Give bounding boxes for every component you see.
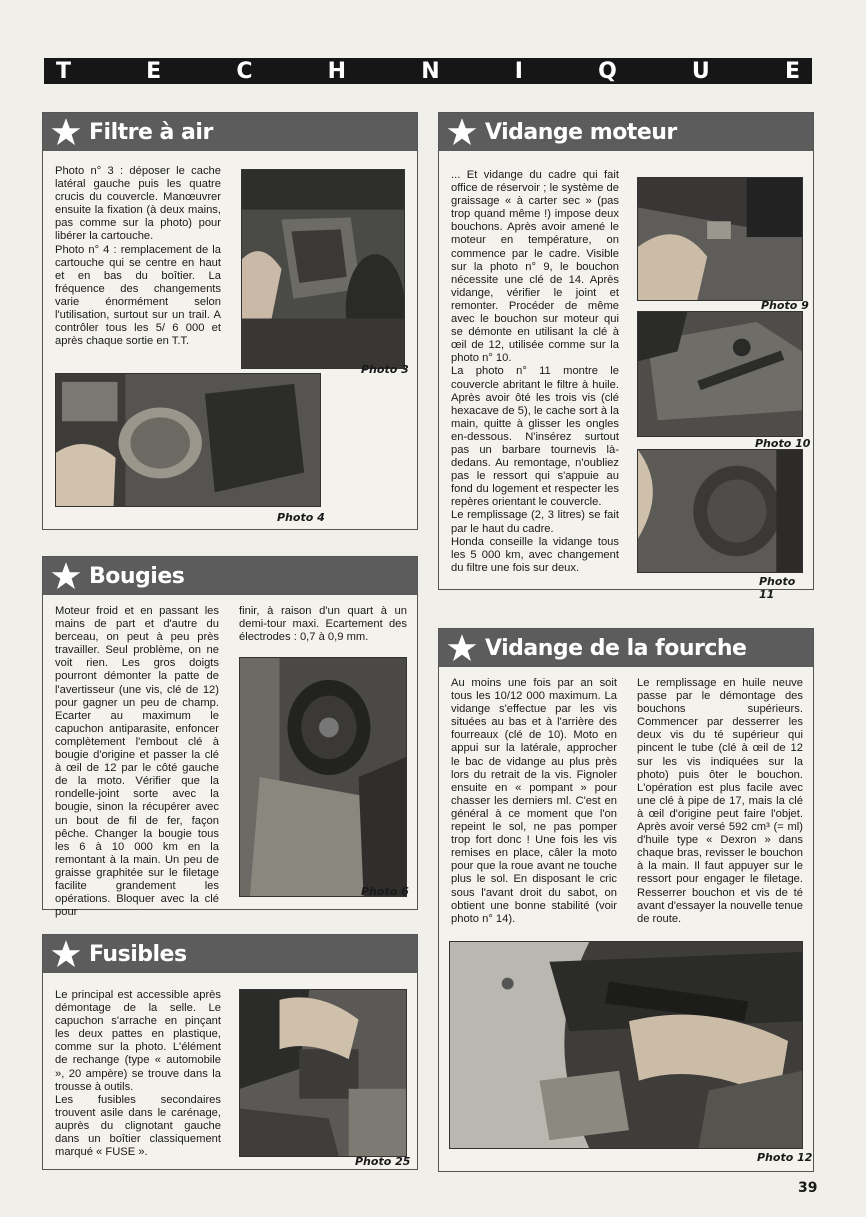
banner-letter: H (327, 58, 347, 84)
bougies-text-col1: Moteur froid et en passant les mains de part et d'autre du berceau, on peut à peu près travailler. Seul problème, on ne voit rien. Les gros doigts pourront démonter la patte de l'avertisseur (une vis, clé de 12) pour gagner un peu de champ. Ecarter au maximum le capuchon antiparasite, enfoncer complètement l'embout clé à bougie d'origine et passer la clé à œil de 12 par le côté gauche de la moto. Vérifier que la rondelle-joint sorte avec la bougie, sinon la récupérer avec un bout de fil de fer, façon pêche. Changer la bougie tous les 6 à 10 000 km en la remontant à la main. Un peu de graisse graphitée sur le filetage facilite grandement les opérations. Bloquer avec la clé pour (55, 605, 219, 919)
caption-photo-6: Photo 6 (361, 885, 409, 898)
photo-6 (239, 657, 407, 897)
section-header (439, 629, 813, 667)
photo-11 (637, 449, 803, 573)
section-title: Filtre à air (89, 119, 213, 145)
photo-12 (449, 941, 803, 1149)
caption-photo-9: Photo 9 (761, 299, 809, 312)
star-icon (51, 939, 81, 969)
fourche-text-col2: Le remplissage en huile neuve passe par le démontage des bouchons supérieurs. Commencer par desserrer les deux vis du té supérieur qui pincent le tube (clé à œil de 12 sur les vis indiquées sur la photo) puis ôter le bouchon. L'opération est plus facile avec une clé à pipe de 17, mais la clé à œil d'origine peut faire l'objet. Après avoir versé 592 cm³ (= ml) d'huile type « Dexron » dans chaque bras, revisser le bouchon à la main. Il faut appuyer sur le ressort pour engager le filetage. Resserrer bouchon et vis de té avant d'essayer la nouvelle tenue de route. (637, 677, 803, 925)
star-icon (447, 117, 477, 147)
photo-3 (241, 169, 405, 369)
paragraph: Le remplissage (2, 3 litres) se fait par le haut du cadre. (451, 509, 619, 535)
paragraph: Honda conseille la vidange tous les 5 000 km, avec changement du filtre une fois sur deux. (451, 535, 619, 574)
section-filtre-a-air (42, 112, 418, 530)
banner-letter: U (691, 58, 710, 84)
section-title: Fusibles (89, 941, 187, 967)
caption-photo-3: Photo 3 (361, 363, 409, 376)
caption-photo-11: Photo 11 (759, 575, 796, 601)
section-title: Vidange de la fourche (485, 635, 747, 661)
star-icon (51, 561, 81, 591)
banner-letter: I (514, 58, 523, 84)
photo-4 (55, 373, 321, 507)
paragraph: Photo n° 4 : remplacement de la cartouche qui se centre en haut et en bas du boîtier. La fréquence des changements varie énormément selon l'utilisation, surtout sur un trail. A contrôler tous les 5/ 6 000 et après chaque sortie en T.T. (55, 243, 221, 348)
section-bougies (42, 556, 418, 919)
section-vidange-moteur (438, 112, 814, 601)
banner-letter: T (56, 58, 72, 84)
section-header (43, 113, 417, 151)
section-vidange-fourche (438, 628, 814, 1172)
star-icon (51, 117, 81, 147)
vidange-moteur-text (451, 169, 619, 575)
banner-letter: E (146, 58, 162, 84)
section-title: Vidange moteur (485, 119, 677, 145)
fourche-text-col1: Au moins une fois par an soit tous les 10/12 000 maximum. La vidange s'effectue par les vis situées au bas et à l'arrière des fourreaux (clé de 10). Moto en appui sur la latérale, approcher le bac de vidange au plus près lors du retrait de la vis. Fignoler ensuite en « pompant » pour chasser les derniers ml. C'est en général à ce moment que l'on repeint le sol, ne pas pomper trop fort donc ! Une fois les vis remises en place, câler la moto pour que la roue avant ne touche plus le sol. En disposant le cric sous l'avant droit du sabot, on obtient une bonne stabilité (voir photo n° 14). (451, 677, 617, 925)
fusibles-text (55, 989, 221, 1159)
section-header (439, 113, 813, 151)
banner-letter: C (236, 58, 253, 84)
photo-10 (637, 311, 803, 437)
page-number: 39 (798, 1180, 818, 1196)
banner-letter: Q (598, 58, 617, 84)
star-icon (447, 633, 477, 663)
caption-photo-10: Photo 10 (755, 437, 811, 450)
banner-letter: E (784, 58, 800, 84)
banner-letter: N (421, 58, 440, 84)
section-title: Bougies (89, 563, 185, 589)
caption-photo-12: Photo 12 (757, 1151, 813, 1164)
bougies-text-col2: finir, à raison d'un quart à un demi-tour maxi. Ecartement des électrodes : 0,7 à 0,9 mm. (239, 605, 407, 644)
paragraph: ... Et vidange du cadre qui fait office de réservoir ; le système de graissage « à carter sec » (pas trop quand même !) impose deux bouchons. Après avoir amené le moteur en température, on commence par le cadre. Visible sur la photo n° 9, le bouchon nécessite une clé de 14. Après vidange, vérifier le joint et remonter. Procéder de même avec le bouchon sur moteur qui se démonte en utilisant la clé à œil de 12, utilisée comme sur la photo n° 10. (451, 169, 619, 365)
section-fusibles (42, 934, 418, 1170)
filtre-text (55, 165, 221, 348)
section-header (43, 557, 417, 595)
paragraph: Photo n° 3 : déposer le cache latéral gauche puis les quatre crucis du couvercle. Manœuvrer ensuite la fixation (à deux mains, pas comme sur la photo) pour libérer la cartouche. (55, 165, 221, 243)
photo-9 (637, 177, 803, 301)
technique-banner (44, 58, 812, 84)
caption-photo-4: Photo 4 (277, 511, 325, 524)
paragraph: Le principal est accessible après démontage de la selle. Le capuchon s'arrache en pinçant les deux pattes en plastique, comme sur la photo. L'élément de rechange (type « automobile », 20 ampère) se trouve dans la trousse à outils. (55, 989, 221, 1093)
section-header (43, 935, 417, 973)
paragraph: La photo n° 11 montre le couvercle abritant le filtre à huile. Après avoir ôté les trois vis (clé hexacave de 5), le cache sort à la main, quitte à glisser les ongles en-dessous. N'insérez surtout pas un barbare tournevis là-dedans. Au remontage, n'oubliez pas le ressort qui s'appuie au fond du logement et respecter les repères orientant le couvercle. (451, 365, 619, 509)
photo-25 (239, 989, 407, 1157)
paragraph: Les fusibles secondaires trouvent asile dans le carénage, auprès du clignotant gauche dans un boîtier classiquement marqué « FUSE ». (55, 1093, 221, 1159)
caption-photo-25: Photo 25 (355, 1155, 411, 1168)
